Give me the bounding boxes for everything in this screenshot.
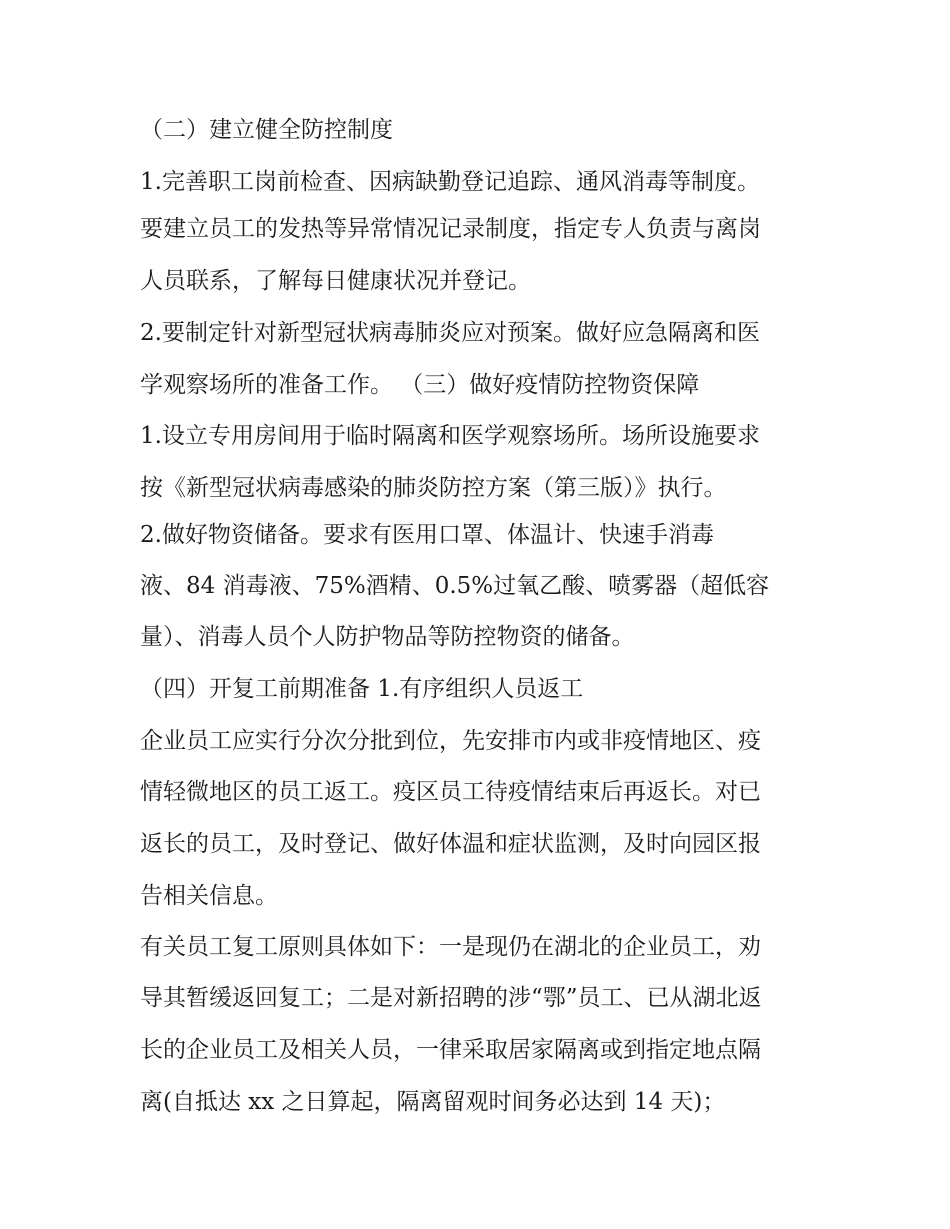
text-line: 按《新型冠状病毒感染的肺炎防控方案（第三版）》执行。 xyxy=(140,475,727,501)
text-line: 人员联系，了解每日健康状况并登记。 xyxy=(140,268,531,294)
text-line: 有关员工复工原则具体如下：一是现仍在湖北的企业员工，劝 xyxy=(140,934,761,960)
text-line: 返长的员工，及时登记、做好体温和症状监测，及时向园区报 xyxy=(140,831,761,857)
section-heading-4: （四）开复工前期准备 1.有序组织人员返工 xyxy=(140,676,584,702)
text-line: 液、84 消毒液、75%酒精、0.5%过氧乙酸、喷雾器（超低容 xyxy=(140,573,770,599)
text-line: 要建立员工的发热等异常情况记录制度，指定专人负责与离岗 xyxy=(140,216,761,242)
text-line: 告相关信息。 xyxy=(140,883,278,909)
text-line: 量）、消毒人员个人防护物品等防控物资的储备。 xyxy=(140,624,635,650)
text-line: 学观察场所的准备工作。 （三）做好疫情防控物资保障 xyxy=(140,372,700,398)
text-line: 长的企业员工及相关人员，一律采取居家隔离或到指定地点隔 xyxy=(140,1037,761,1063)
text-line: 2.要制定针对新型冠状病毒肺炎应对预案。做好应急隔离和医 xyxy=(140,320,760,346)
text-line: 导其暂缓返回复工；二是对新招聘的涉“鄂”员工、已从湖北返 xyxy=(140,985,762,1011)
text-line: 1.完善职工岗前检查、因病缺勤登记追踪、通风消毒等制度。 xyxy=(140,169,760,195)
text-line: 企业员工应实行分次分批到位，先安排市内或非疫情地区、疫 xyxy=(140,728,761,754)
text-line: 1.设立专用房间用于临时隔离和医学观察场所。场所设施要求 xyxy=(140,423,760,449)
section-heading-2: （二）建立健全防控制度 xyxy=(140,117,393,143)
text-line: 情轻微地区的员工返工。疫区员工待疫情结束后再返长。对已 xyxy=(140,779,761,805)
text-line: 离(自抵达 xx 之日算起，隔离留观时间务必达到 14 天)； xyxy=(140,1089,726,1115)
text-line: 2.做好物资储备。要求有医用口罩、体温计、快速手消毒 xyxy=(140,522,714,548)
